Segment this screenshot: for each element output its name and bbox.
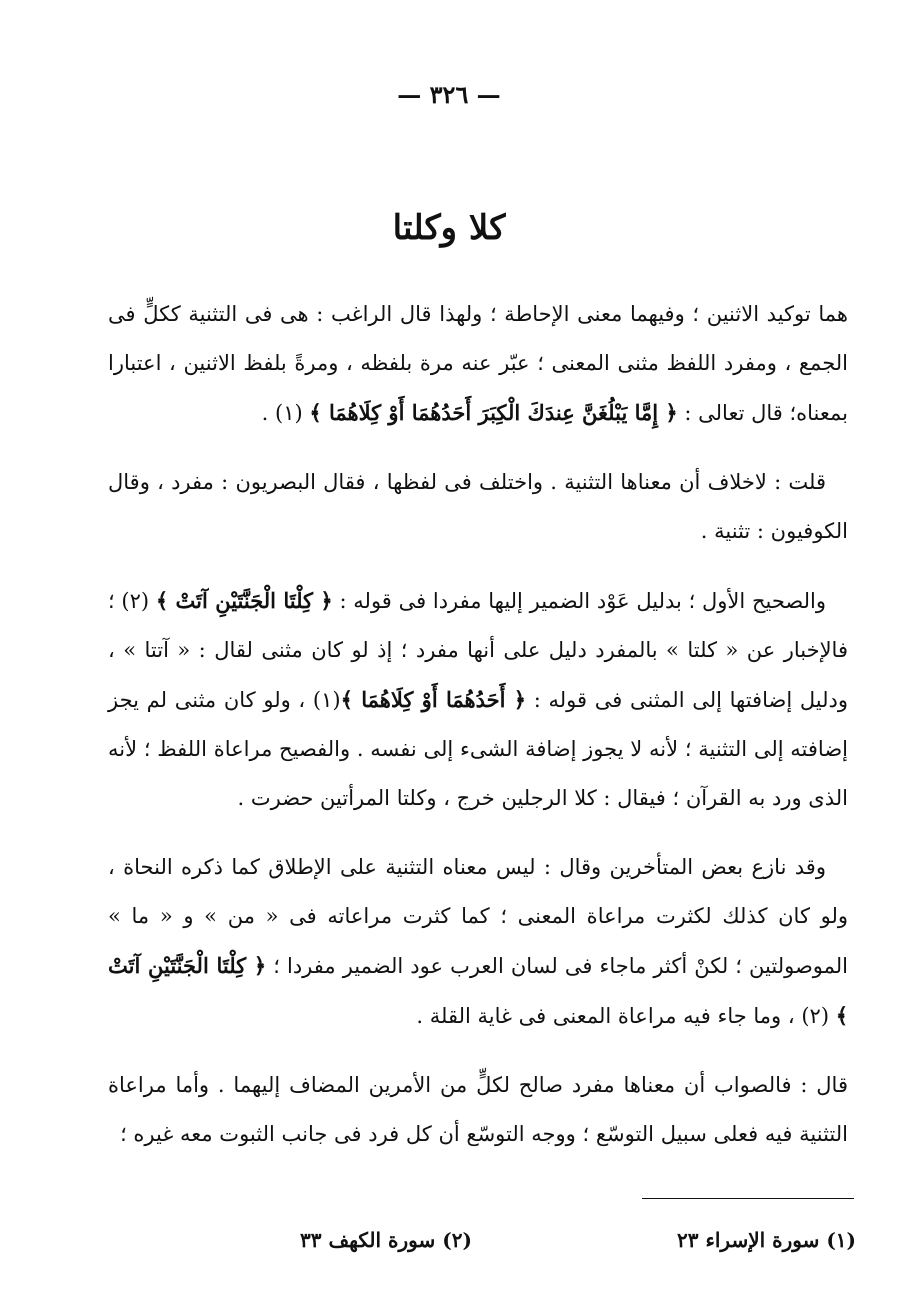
footnote-1: (١) سورة الإسراء ٢٣	[677, 1228, 856, 1252]
text-run: (١) ، ولو كان مثنى لم يجز إضافته إلى التثنية ؛ لأنه لا يجوز إضافة الشىء إلى نفسه . والفصيح مراعاة اللفظ ؛ لأنه الذى ورد به القرآن ؛ فيقال : كلا الرجلين خرج ، وكلتا المرأتين حضرت .	[108, 688, 848, 810]
paragraph-4	[108, 843, 848, 1041]
paragraph-2	[108, 458, 848, 556]
text-run: وقد نازع بعض المتأخرين وقال : ليس معناه التثنية على الإطلاق كما ذكره النحاة ، ولو كان كذلك لكثرت مراعاة المعنى ؛ كما كثرت مراعاته فى « من » و « ما » الموصولتين ؛ لكنْ أكثر ماجاء فى لسان العرب عود الضمير مفردا ؛	[108, 855, 849, 978]
text-run: والصحيح الأول ؛ بدليل عَوْد الضمير إليها مفردا فى قوله :	[332, 589, 827, 613]
footnote-divider	[642, 1198, 854, 1199]
footnote-2: (٢) سورة الكهف ٣٣	[300, 1228, 472, 1252]
text-run: قال : فالصواب أن معناها مفرد صالح لكلٍّ من الأمرين المضاف إليهما . وأما مراعاة التثنية فيه فعلى سبيل التوسّع ؛ ووجه التوسّع أن كل فرد فى جانب الثبوت معه غيره ؛	[108, 1073, 848, 1146]
text-run: (٢) ؛ فالإخبار عن « كلتا » بالمفرد دليل على أنها مفرد ؛ إذ لو كان مثنى لقال : « آتتا » ، ودليل إضافتها إلى المثنى فى قوله :	[108, 589, 848, 712]
paragraph-5	[108, 1061, 848, 1159]
section-title: كلا وكلتا	[392, 208, 506, 248]
page-number: — ٣٢٦ —	[397, 80, 501, 109]
paragraph-3	[108, 576, 848, 823]
body-text	[108, 290, 848, 1179]
quran-quote: ﴿ كِلْتَا الْجَنَّتَيْنِ آتَتْ ﴾	[155, 588, 333, 613]
footnote-ref: (١) .	[261, 401, 310, 425]
text-run: (٢) ، وما جاء فيه مراعاة المعنى فى غاية القلة .	[416, 1004, 836, 1028]
paragraph-1	[108, 290, 848, 438]
quran-quote: ﴿ كِلْتَا الْجَنَّتَيْنِ آتَتْ ﴾	[108, 953, 848, 1028]
text-run: هما توكيد الاثنين ؛ وفيهما معنى الإحاطة ؛ ولهذا قال الراغب : هى فى التثنية ككلٍّ فى الجمع ، ومفرد اللفظ مثنى المعنى ؛ عبّر عنه مرة بلفظه ، ومرةً بلفظ الاثنين ، اعتبارا بمعناه؛ قال تعالى :	[108, 302, 848, 425]
footnotes	[300, 1228, 856, 1252]
quran-quote: ﴿ أَحَدُهُمَا أَوْ كِلَاهُمَا ﴾	[340, 687, 527, 712]
quran-quote: ﴿ إِمَّا يَبْلُغَنَّ عِندَكَ الْكِبَرَ أَحَدُهُمَا أَوْ كِلَاهُمَا ﴾	[309, 400, 678, 425]
text-run: قلت : لاخلاف أن معناها التثنية . واختلف فى لفظها ، فقال البصريون : مفرد ، وقال الكوفيون : تثنية .	[108, 470, 848, 543]
